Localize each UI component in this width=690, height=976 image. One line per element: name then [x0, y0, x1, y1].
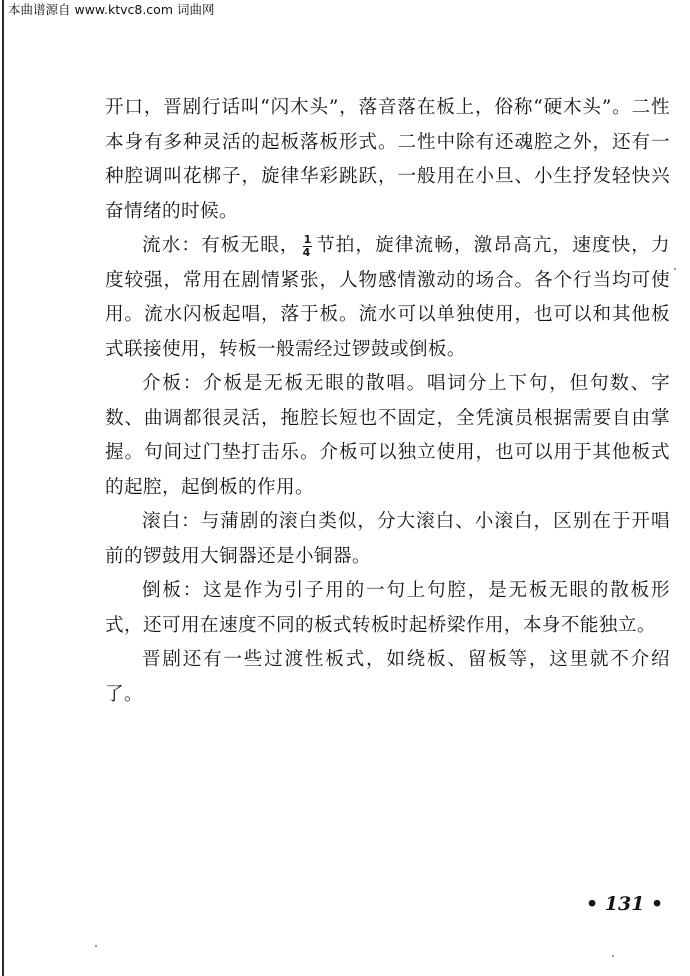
- scan-speck: [95, 945, 97, 947]
- liushui-text-after: 节拍，旋律流畅，激昂高亢，速度快，力度较强，常用在剧情紧张，人物感情激动的场合。各个行当均可使用。流水闪板起唱，落于板。流水可以单独使用，也可以和其他板式联接使用，转板一般需经过锣鼓或倒板。: [105, 235, 671, 360]
- watermark-text: 本曲谱源自 www.ktvc8.com 词曲网: [8, 2, 215, 17]
- fraction-numerator: 1: [303, 232, 312, 246]
- paragraph-gunbai: 滚白：与蒲剧的滚白类似，分大滚白、小滚白，区别在于开唱前的锣鼓用大铜器还是小铜器。: [105, 511, 670, 567]
- paragraph-daoban: 倒板：这是作为引子用的一句上句腔，是无板无眼的散板形式，还可用在速度不同的板式转板时起桥梁作用，本身不能独立。: [105, 580, 670, 636]
- scan-speck: [612, 955, 614, 957]
- fraction-denominator: 4: [302, 245, 311, 259]
- liushui-text-before: 流水：有板无眼，: [142, 235, 300, 256]
- paragraph-erxing: 开口，晋剧行话叫“闪木头”，落音落在板上，俗称“硬木头”。二性本身有多种灵活的起板落板形式。二性中除有还魂腔之外，还有一种腔调叫花梆子，旋律华彩跳跃，一般用在小旦、小生抒发轻快兴奋情绪的时候。: [105, 97, 670, 222]
- page-number: • 131 •: [586, 893, 664, 915]
- quarter-time-fraction: [302, 232, 313, 259]
- paragraph-closing: 晋剧还有一些过渡性板式，如绕板、留板等，这里就不介绍了。: [105, 649, 670, 705]
- paragraph-liushui: [105, 229, 670, 367]
- body-text: [105, 91, 670, 712]
- paragraph-jieban: 介板：介板是无板无眼的散唱。唱词分上下句，但句数、字数、曲调都很灵活，拖腔长短也不固定，全凭演员根据需要自由掌握。句间过门垫打击乐。介板可以独立使用，也可以用于其他板式的起腔，起倒板的作用。: [105, 373, 670, 498]
- page-left-edge: [2, 0, 4, 976]
- scan-speck: [674, 268, 676, 270]
